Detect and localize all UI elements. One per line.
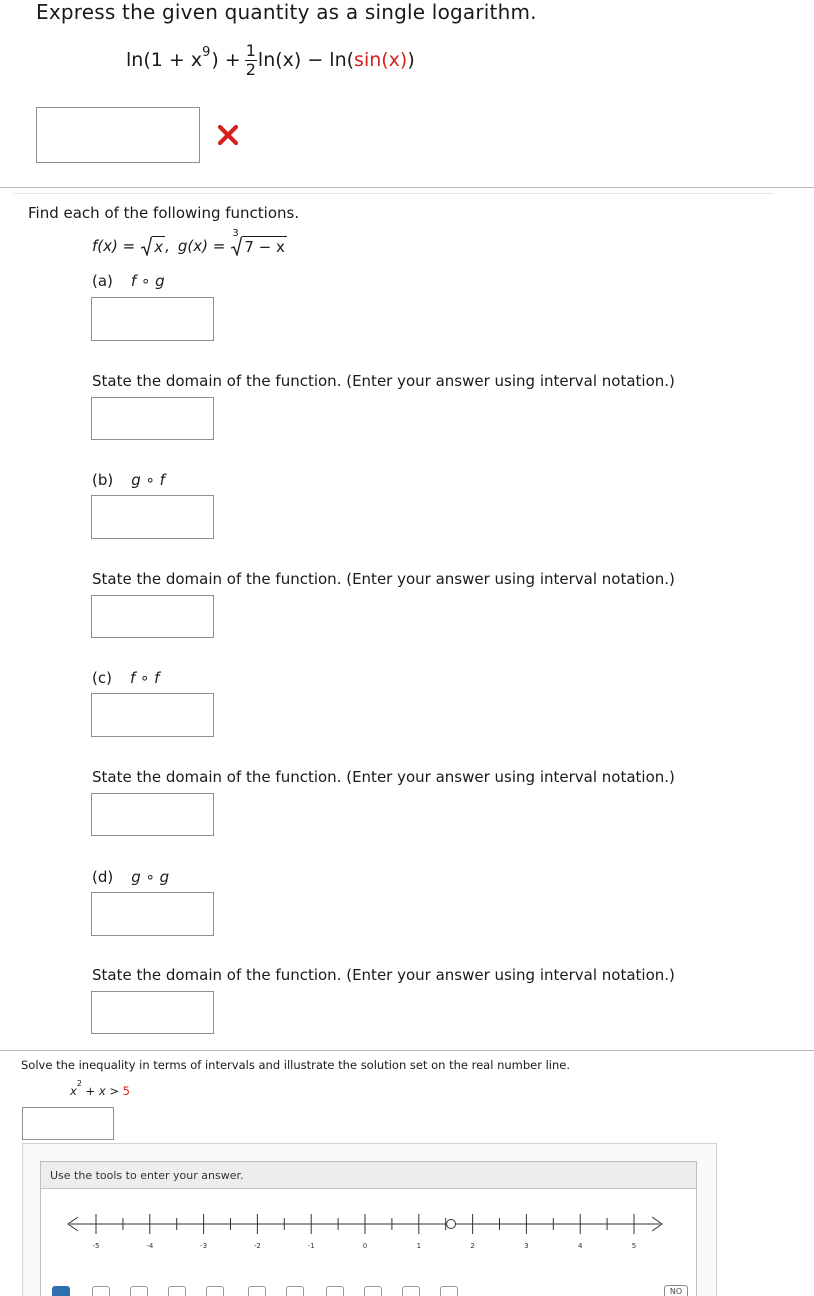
bracket-left-button[interactable] <box>402 1286 420 1296</box>
segment-tool-button[interactable] <box>248 1286 266 1296</box>
part-c-label <box>92 669 159 687</box>
part-c-domain-input[interactable] <box>91 793 214 836</box>
part-c-composition: f ∘ f <box>129 669 160 687</box>
tool-instructions: Use the tools to enter your answer. <box>50 1169 244 1182</box>
open-point-marker[interactable] <box>447 1220 456 1229</box>
radical-sign-icon <box>141 236 152 256</box>
part-d-function-input[interactable] <box>91 892 214 936</box>
g-radicand-text: 7 − x <box>244 238 285 256</box>
fraction-numerator: 1 <box>245 41 256 60</box>
inequality <box>70 1079 130 1098</box>
part-d-domain-prompt: State the domain of the function. (Enter your answer using interval notation.) <box>92 966 675 984</box>
closed-point-tool-button[interactable] <box>168 1286 186 1296</box>
tick-label: 4 <box>577 1242 583 1250</box>
part-d-composition: g ∘ g <box>131 868 170 886</box>
part-d-domain-input[interactable] <box>91 991 214 1034</box>
question3-prompt: Solve the inequality in terms of intervals and illustrate the solution set on the real number line. <box>21 1058 571 1072</box>
fraction-denominator: 2 <box>245 60 256 79</box>
incorrect-x-icon <box>216 123 240 147</box>
fraction-one-half <box>245 43 257 78</box>
radical-sign-icon <box>231 236 242 256</box>
expr-part-2: ) + <box>211 48 241 71</box>
log-answer-input[interactable] <box>36 107 200 163</box>
divider-q2 <box>0 1050 814 1051</box>
ray-tool-button[interactable] <box>206 1286 224 1296</box>
ineq-exponent: 2 <box>76 1079 82 1088</box>
interval-tool-button[interactable] <box>286 1286 304 1296</box>
part-b-label <box>92 471 165 489</box>
tick-label: -5 <box>92 1242 100 1250</box>
tick-label: -1 <box>307 1242 315 1250</box>
part-a-domain-input[interactable] <box>91 397 214 440</box>
expr-exponent: 9 <box>202 45 211 60</box>
expr-part-1: ln(1 + x <box>126 48 203 71</box>
ineq-var: x <box>70 1083 77 1098</box>
part-a-function-input[interactable] <box>91 297 214 341</box>
tick-label: 1 <box>416 1242 422 1250</box>
part-d-label <box>92 868 169 886</box>
part-a-composition: f ∘ g <box>130 272 165 290</box>
part-b-letter: (b) <box>92 471 114 489</box>
g-definition-lhs: g(x) = <box>177 237 226 255</box>
cube-root <box>231 228 287 256</box>
expr-part-3: ln(x) − ln( <box>257 48 355 71</box>
tick-label: 0 <box>362 1242 368 1250</box>
expr-sin: sin(x) <box>354 48 408 71</box>
open-point-tool-button[interactable] <box>130 1286 148 1296</box>
f-definition-lhs: f(x) = <box>92 237 136 255</box>
point-tool-button[interactable] <box>92 1286 110 1296</box>
bracket-right-button[interactable] <box>440 1286 458 1296</box>
part-a-letter: (a) <box>92 272 113 290</box>
log-expression <box>126 42 415 77</box>
question1-prompt: Express the given quantity as a single logarithm. <box>36 0 537 24</box>
g-radicand <box>242 236 287 256</box>
part-c-letter: (c) <box>92 669 112 687</box>
number-line[interactable] <box>60 1214 680 1264</box>
part-b-domain-input[interactable] <box>91 595 214 638</box>
part-c-domain-prompt: State the domain of the function. (Enter your answer using interval notation.) <box>92 768 675 786</box>
tick-label: -4 <box>146 1242 154 1250</box>
question2-prompt: Find each of the following functions. <box>28 204 300 222</box>
ineq-middle: + x > <box>81 1083 123 1098</box>
f-radicand: x <box>154 238 164 256</box>
func-separator: , <box>165 237 170 255</box>
part-b-composition: g ∘ f <box>131 471 165 489</box>
no-solution-button[interactable]: NO <box>664 1285 688 1296</box>
paren-right-button[interactable] <box>364 1286 382 1296</box>
part-d-letter: (d) <box>92 868 114 886</box>
part-b-function-input[interactable] <box>91 495 214 539</box>
ineq-rhs: 5 <box>122 1083 130 1098</box>
divider-q1 <box>0 187 814 188</box>
part-c-function-input[interactable] <box>91 693 214 737</box>
function-definitions <box>92 228 287 256</box>
tick-label: -3 <box>200 1242 208 1250</box>
divider-q1-inner <box>14 193 774 194</box>
paren-left-button[interactable] <box>326 1286 344 1296</box>
part-a-label <box>92 272 165 290</box>
tick-label: 5 <box>631 1242 637 1250</box>
expr-part-4: ) <box>407 48 415 71</box>
tick-label: 3 <box>524 1242 529 1250</box>
sqrt-x <box>141 236 165 256</box>
tick-label: -2 <box>253 1242 261 1250</box>
inequality-answer-input[interactable] <box>22 1107 114 1140</box>
tick-label: 2 <box>470 1242 475 1250</box>
select-tool-button[interactable] <box>52 1286 70 1296</box>
part-a-domain-prompt: State the domain of the function. (Enter your answer using interval notation.) <box>92 372 675 390</box>
part-b-domain-prompt: State the domain of the function. (Enter your answer using interval notation.) <box>92 570 675 588</box>
root-index: 3 <box>232 228 239 239</box>
graphing-tool-header <box>41 1162 696 1189</box>
